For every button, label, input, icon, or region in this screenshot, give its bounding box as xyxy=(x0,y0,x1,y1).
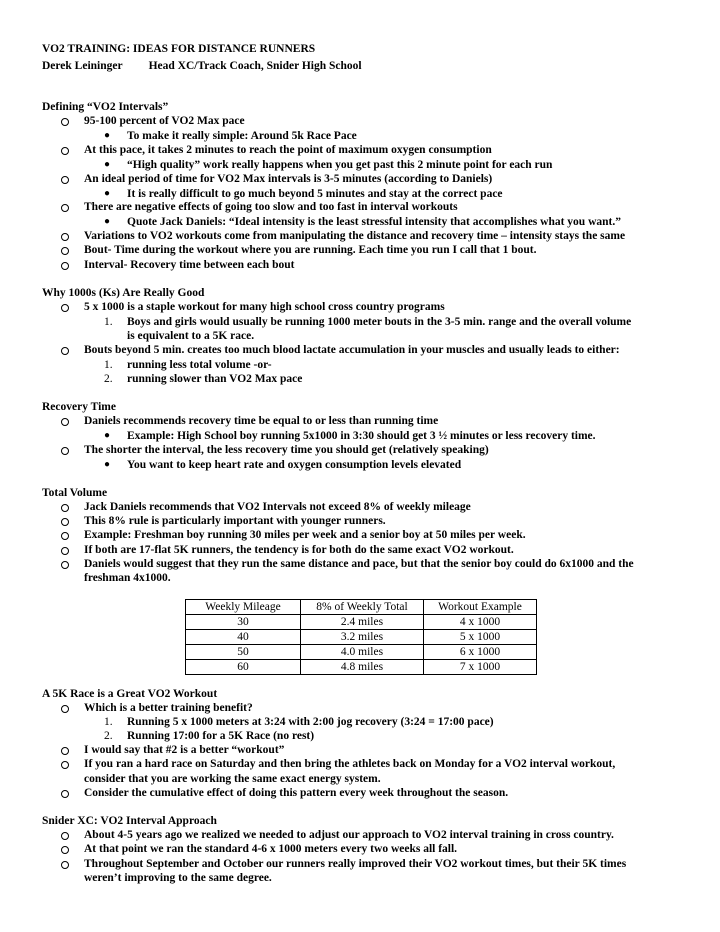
list-item: I would say that #2 is a better “workout” xyxy=(84,744,285,756)
list-item: Running 5 x 1000 meters at 3:24 with 2:00 jog recovery (3:24 = 17:00 pace) xyxy=(127,716,494,728)
hollow-circle-icon xyxy=(61,831,69,843)
list-item: 95-100 percent of VO2 Max pace xyxy=(84,115,245,127)
filled-dot-icon: ● xyxy=(104,130,111,141)
document-title: VO2 TRAINING: IDEAS FOR DISTANCE RUNNERS xyxy=(42,43,316,55)
list-number: 2. xyxy=(104,730,113,742)
filled-dot-icon: ● xyxy=(104,216,111,227)
list-item: About 4-5 years ago we realized we needed to adjust our approach to VO2 interval training in cross country. xyxy=(84,829,614,841)
table-cell: 4.8 miles xyxy=(301,660,424,675)
hollow-circle-icon xyxy=(61,261,69,273)
list-item: Which is a better training benefit? xyxy=(84,702,253,714)
list-number: 1. xyxy=(104,716,113,728)
list-item-continuation: weren’t improving to the same degree. xyxy=(84,872,272,884)
list-item: Example: Freshman boy running 30 miles per week and a senior boy at 50 miles per week. xyxy=(84,529,526,541)
list-item: Throughout September and October our runners really improved their VO2 workout times, but their 5K times xyxy=(84,858,627,870)
author-name: Derek Leininger xyxy=(42,60,123,72)
table-cell: 40 xyxy=(186,630,301,645)
list-item: It is really difficult to go much beyond 5 minutes and stay at the correct pace xyxy=(127,188,503,200)
hollow-circle-icon xyxy=(61,746,69,758)
hollow-circle-icon xyxy=(61,175,69,187)
table-cell: 7 x 1000 xyxy=(424,660,537,675)
list-item: Bout- Time during the workout where you are running. Each time you run I call that 1 bout. xyxy=(84,244,537,256)
list-item: Bouts beyond 5 min. creates too much blood lactate accumulation in your muscles and usually leads to either: xyxy=(84,344,620,356)
table-cell: 4.0 miles xyxy=(301,645,424,660)
list-item: Interval- Recovery time between each bout xyxy=(84,259,295,271)
table-cell: 4 x 1000 xyxy=(424,615,537,630)
list-item: Consider the cumulative effect of doing this pattern every week throughout the season. xyxy=(84,787,509,799)
list-item: Quote Jack Daniels: “Ideal intensity is the least stressful intensity that accomplishes what you want.” xyxy=(127,216,621,228)
list-item-continuation: is equivalent to a 5K race. xyxy=(127,330,255,342)
filled-dot-icon: ● xyxy=(104,430,111,441)
list-item: Boys and girls would usually be running 1000 meter bouts in the 3-5 min. range and the overall volume xyxy=(127,316,632,328)
filled-dot-icon: ● xyxy=(104,188,111,199)
section-heading: Snider XC: VO2 Interval Approach xyxy=(42,815,217,827)
hollow-circle-icon xyxy=(61,417,69,429)
hollow-circle-icon xyxy=(61,517,69,529)
hollow-circle-icon xyxy=(61,860,69,872)
section-heading: Why 1000s (Ks) Are Really Good xyxy=(42,287,205,299)
table-row xyxy=(186,630,537,645)
table-cell: 2.4 miles xyxy=(301,615,424,630)
filled-dot-icon: ● xyxy=(104,459,111,470)
hollow-circle-icon xyxy=(61,789,69,801)
list-number: 1. xyxy=(104,316,113,328)
mileage-table xyxy=(185,599,537,675)
hollow-circle-icon xyxy=(61,704,69,716)
section-heading: Recovery Time xyxy=(42,401,116,413)
hollow-circle-icon xyxy=(61,246,69,258)
list-item: Example: High School boy running 5x1000 in 3:30 should get 3 ½ minutes or less recovery time. xyxy=(127,430,596,442)
column-header: 8% of Weekly Total xyxy=(301,600,424,615)
hollow-circle-icon xyxy=(61,503,69,515)
list-item: The shorter the interval, the less recovery time you should get (relatively speaking) xyxy=(84,444,489,456)
section-heading: A 5K Race is a Great VO2 Workout xyxy=(42,688,218,700)
hollow-circle-icon xyxy=(61,845,69,857)
list-item: running less total volume -or- xyxy=(127,359,272,371)
hollow-circle-icon xyxy=(61,446,69,458)
table-cell: 60 xyxy=(186,660,301,675)
list-item: An ideal period of time for VO2 Max intervals is 3-5 minutes (according to Daniels) xyxy=(84,173,493,185)
list-number: 1. xyxy=(104,359,113,371)
table-row xyxy=(186,660,537,675)
list-item: There are negative effects of going too slow and too fast in interval workouts xyxy=(84,201,458,213)
hollow-circle-icon xyxy=(61,546,69,558)
list-item: If both are 17-flat 5K runners, the tendency is for both do the same exact VO2 workout. xyxy=(84,544,514,556)
list-item: To make it really simple: Around 5k Race Pace xyxy=(127,130,357,142)
hollow-circle-icon xyxy=(61,760,69,772)
list-item: “High quality” work really happens when you get past this 2 minute point for each run xyxy=(127,159,553,171)
table-cell: 50 xyxy=(186,645,301,660)
table-row xyxy=(186,615,537,630)
table-cell: 3.2 miles xyxy=(301,630,424,645)
hollow-circle-icon xyxy=(61,146,69,158)
hollow-circle-icon xyxy=(61,560,69,572)
list-item: If you ran a hard race on Saturday and then bring the athletes back on Monday for a VO2 interval workout, xyxy=(84,758,616,770)
author-role: Head XC/Track Coach, Snider High School xyxy=(148,60,362,72)
table-cell: 5 x 1000 xyxy=(424,630,537,645)
list-item-continuation: freshman 4x1000. xyxy=(84,572,171,584)
hollow-circle-icon xyxy=(61,232,69,244)
list-item: running slower than VO2 Max pace xyxy=(127,373,303,385)
hollow-circle-icon xyxy=(61,203,69,215)
list-item-continuation: consider that you are working the same exact energy system. xyxy=(84,773,381,785)
hollow-circle-icon xyxy=(61,303,69,315)
hollow-circle-icon xyxy=(61,531,69,543)
list-item: At that point we ran the standard 4-6 x 1000 meters every two weeks all fall. xyxy=(84,843,458,855)
filled-dot-icon: ● xyxy=(104,159,111,170)
list-item: Jack Daniels recommends that VO2 Intervals not exceed 8% of weekly mileage xyxy=(84,501,471,513)
hollow-circle-icon xyxy=(61,117,69,129)
list-item: You want to keep heart rate and oxygen consumption levels elevated xyxy=(127,459,462,471)
list-item: Daniels recommends recovery time be equal to or less than running time xyxy=(84,415,439,427)
column-header: Workout Example xyxy=(424,600,537,615)
section-heading: Defining “VO2 Intervals” xyxy=(42,101,169,113)
section-heading: Total Volume xyxy=(42,487,108,499)
table-cell: 6 x 1000 xyxy=(424,645,537,660)
hollow-circle-icon xyxy=(61,346,69,358)
list-number: 2. xyxy=(104,373,113,385)
column-header: Weekly Mileage xyxy=(186,600,301,615)
list-item: Variations to VO2 workouts come from manipulating the distance and recovery time – intensity stays the same xyxy=(84,230,626,242)
table-row xyxy=(186,645,537,660)
list-item: Daniels would suggest that they run the same distance and pace, but that the senior boy could do 6x1000 and the xyxy=(84,558,634,570)
table-header-row xyxy=(186,600,537,615)
list-item: This 8% rule is particularly important with younger runners. xyxy=(84,515,386,527)
table-cell: 30 xyxy=(186,615,301,630)
list-item: 5 x 1000 is a staple workout for many high school cross country programs xyxy=(84,301,445,313)
author-line xyxy=(42,60,362,72)
list-item: At this pace, it takes 2 minutes to reach the point of maximum oxygen consumption xyxy=(84,144,492,156)
list-item: Running 17:00 for a 5K Race (no rest) xyxy=(127,730,315,742)
